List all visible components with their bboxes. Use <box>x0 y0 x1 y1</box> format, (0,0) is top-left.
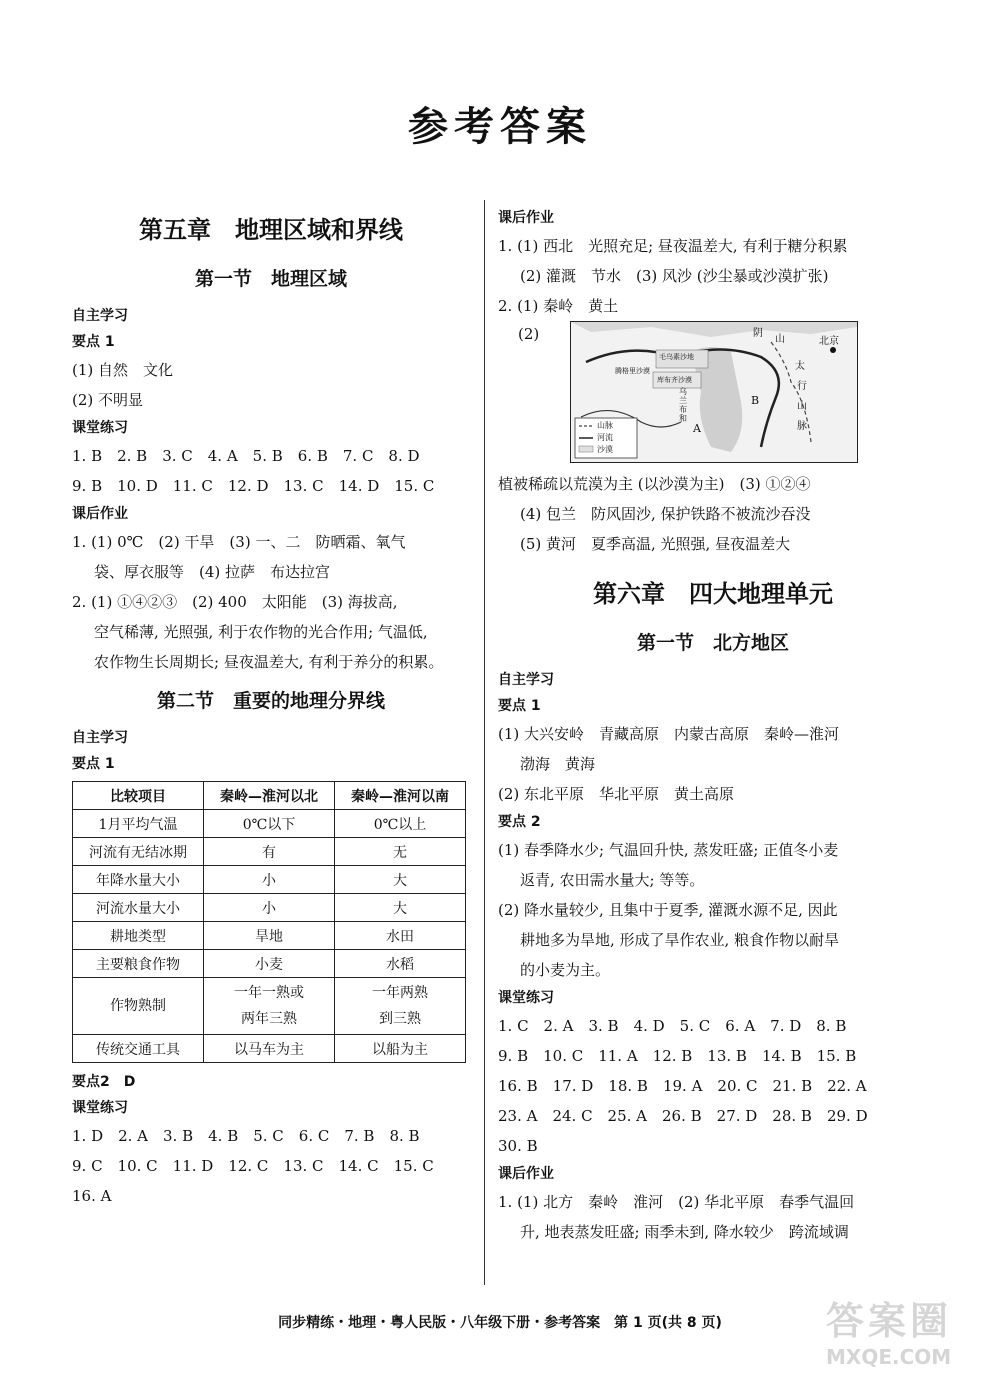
section-1-title: 第一节 地理区域 <box>194 268 347 290</box>
table-cell: 河流有无结冰期 <box>73 838 204 866</box>
column-divider <box>484 200 485 1285</box>
table-cell: 大 <box>335 894 466 922</box>
subheading-point-1: 要点 1 <box>72 756 115 772</box>
answer-line: 空气稀薄, 光照强, 利于农作物的光合作用; 气温低, <box>94 623 428 641</box>
table-cell: 小 <box>204 866 335 894</box>
table-cell: 河流水量大小 <box>73 894 204 922</box>
comparison-table <box>72 781 466 1063</box>
table-cell: 小麦 <box>204 950 335 978</box>
answer-line: 9. C 10. C 11. D 12. C 13. C 14. C 15. C <box>72 1157 434 1175</box>
answer-line: (1) 自然 文化 <box>72 361 174 379</box>
table-cell: 1月平均气温 <box>73 810 204 838</box>
subheading-point-1: 要点 1 <box>72 334 115 350</box>
table-header-cell: 秦岭—淮河以南 <box>335 782 466 810</box>
table-cell: 主要粮食作物 <box>73 950 204 978</box>
chapter-5-title: 第五章 地理区域和界线 <box>139 216 403 244</box>
answer-line: 1. (1) 西北 光照充足; 昼夜温差大, 有利于糖分积累 <box>498 237 848 255</box>
table-row <box>73 1035 466 1063</box>
map-label: 行 <box>797 381 807 392</box>
answer-line: (2) 东北平原 华北平原 黄土高原 <box>498 785 735 803</box>
left-column <box>72 205 470 1211</box>
table-cell: 耕地类型 <box>73 922 204 950</box>
legend-label: 山脉 <box>597 421 613 430</box>
table-cell: 传统交通工具 <box>73 1035 204 1063</box>
answer-line: (2) 灌溉 节水 (3) 风沙 (沙尘暴或沙漠扩张) <box>520 267 829 285</box>
table-cell: 以马车为主 <box>204 1035 335 1063</box>
map-label: 山 <box>797 401 807 412</box>
subheading-homework: 课后作业 <box>498 1166 554 1182</box>
table-cell: 水稻 <box>335 950 466 978</box>
answer-line: (2) 不明显 <box>72 391 144 409</box>
map-label: 乌 <box>679 387 687 396</box>
answer-line: (1) 春季降水少; 气温回升快, 蒸发旺盛; 正值冬小麦 <box>498 841 839 859</box>
table-header-cell: 秦岭—淮河以北 <box>204 782 335 810</box>
answer-line: (4) 包兰 防风固沙, 保护铁路不被流沙吞没 <box>520 505 811 523</box>
subheading-homework: 课后作业 <box>72 506 128 522</box>
table-cell: 0℃以上 <box>335 810 466 838</box>
answer-line: 16. A <box>72 1187 112 1205</box>
section-1-title: 第一节 北方地区 <box>636 632 789 654</box>
map-label: 布 <box>679 405 687 414</box>
table-cell: 以船为主 <box>335 1035 466 1063</box>
table-header-row <box>73 782 466 810</box>
table-cell: 小 <box>204 894 335 922</box>
answer-line: 9. B 10. D 11. C 12. D 13. C 14. D 15. C <box>72 477 435 495</box>
answer-line: 农作物生长周期长; 昼夜温差大, 有利于养分的积累。 <box>94 653 444 671</box>
answer-line: 1. B 2. B 3. C 4. A 5. B 6. B 7. C 8. D <box>72 447 420 465</box>
table-row <box>73 866 466 894</box>
legend-label: 沙漠 <box>597 445 613 454</box>
map-question-label: (2) <box>518 325 540 343</box>
table-row <box>73 950 466 978</box>
answer-line: 2. (1) 秦岭 黄土 <box>498 297 619 315</box>
subheading-self-study: 自主学习 <box>72 730 128 746</box>
map-label: 太 <box>795 361 805 372</box>
map-label: 北京 <box>819 336 839 347</box>
answer-line: 1. C 2. A 3. B 4. D 5. C 6. A 7. D 8. B <box>498 1017 847 1035</box>
answer-line: (5) 黄河 夏季高温, 光照强, 昼夜温差大 <box>520 535 791 553</box>
right-column <box>498 205 928 1247</box>
table-cell: 作物熟制 <box>73 978 204 1035</box>
region-map-svg <box>571 322 857 462</box>
map-label: 库布齐沙漠 <box>657 376 692 384</box>
map-question <box>498 321 928 469</box>
table-row <box>73 810 466 838</box>
answer-line: 16. B 17. D 18. B 19. A 20. C 21. B 22. A <box>498 1077 867 1095</box>
page-footer: 同步精练・地理・粤人民版・八年级下册・参考答案 第 1 页(共 8 页) <box>278 1315 722 1331</box>
answer-line: 的小麦为主。 <box>520 961 611 979</box>
map-label: 和 <box>679 414 687 423</box>
subheading-self-study: 自主学习 <box>498 672 554 688</box>
map-label: 山 <box>775 334 785 345</box>
table-cell: 一年两熟 到三熟 <box>335 978 466 1035</box>
answer-line: 2. (1) ①④②③ (2) 400 太阳能 (3) 海拔高, <box>72 593 398 611</box>
section-2-title: 第二节 重要的地理分界线 <box>156 690 385 712</box>
answer-line: 9. B 10. C 11. A 12. B 13. B 14. B 15. B <box>498 1047 857 1065</box>
subheading-class-practice: 课堂练习 <box>72 420 128 436</box>
table-cell: 一年一熟或 两年三熟 <box>204 978 335 1035</box>
answer-line: 耕地多为旱地, 形成了旱作农业, 粮食作物以耐旱 <box>520 931 840 949</box>
answer-line: (1) 大兴安岭 青藏高原 内蒙古高原 秦岭—淮河 <box>498 725 840 743</box>
answer-line: 升, 地表蒸发旺盛; 雨季未到, 降水较少 跨流域调 <box>520 1223 849 1241</box>
answer-line: 23. A 24. C 25. A 26. B 27. D 28. B 29. D <box>498 1107 868 1125</box>
watermark-logo-text: 答案圈 <box>826 1299 953 1343</box>
table-cell: 年降水量大小 <box>73 866 204 894</box>
map-label: A <box>693 422 701 435</box>
answer-line: 袋、厚衣服等 (4) 拉萨 布达拉宫 <box>94 563 331 581</box>
table-cell: 水田 <box>335 922 466 950</box>
answer-line: 30. B <box>498 1137 538 1155</box>
subheading-point-1: 要点 1 <box>498 698 541 714</box>
map-label: 脉 <box>797 421 807 432</box>
table-row <box>73 838 466 866</box>
map-label: B <box>751 394 760 407</box>
table-header-cell: 比较项目 <box>73 782 204 810</box>
subheading-homework: 课后作业 <box>498 210 554 226</box>
region-map <box>570 321 858 463</box>
answer-line: 植被稀疏以荒漠为主 (以沙漠为主) (3) ①②④ <box>498 475 811 493</box>
map-label: 腾格里沙漠 <box>615 367 650 375</box>
map-label: 毛乌素沙地 <box>659 353 694 361</box>
map-label: 阴 <box>753 328 763 339</box>
subheading-point-2: 要点2 D <box>72 1074 136 1090</box>
table-row <box>73 894 466 922</box>
subheading-point-2: 要点 2 <box>498 814 541 830</box>
subheading-class-practice: 课堂练习 <box>498 990 554 1006</box>
answer-line: 1. D 2. A 3. B 4. B 5. C 6. C 7. B 8. B <box>72 1127 420 1145</box>
table-cell: 无 <box>335 838 466 866</box>
table-cell: 大 <box>335 866 466 894</box>
table-cell: 旱地 <box>204 922 335 950</box>
answer-line: 1. (1) 北方 秦岭 淮河 (2) 华北平原 春季气温回 <box>498 1193 855 1211</box>
map-label: 兰 <box>679 396 687 405</box>
answer-line: 返青, 农田需水量大; 等等。 <box>520 871 705 889</box>
table-row <box>73 978 466 1035</box>
site-watermark <box>826 1290 986 1370</box>
watermark-url: MXQE.COM <box>826 1345 952 1369</box>
subheading-class-practice: 课堂练习 <box>72 1100 128 1116</box>
answer-line: (2) 降水量较少, 且集中于夏季, 灌溉水源不足, 因此 <box>498 901 838 919</box>
table-cell: 有 <box>204 838 335 866</box>
chapter-6-title: 第六章 四大地理单元 <box>593 580 833 608</box>
table-row <box>73 922 466 950</box>
table-cell: 0℃以下 <box>204 810 335 838</box>
legend-label: 河流 <box>597 433 613 442</box>
page-title: 参考答案 <box>408 104 592 150</box>
answer-line: 1. (1) 0℃ (2) 干旱 (3) 一、二 防晒霜、氧气 <box>72 533 406 551</box>
subheading-self-study: 自主学习 <box>72 308 128 324</box>
answer-line: 渤海 黄海 <box>520 755 596 773</box>
beijing-marker <box>830 347 836 353</box>
